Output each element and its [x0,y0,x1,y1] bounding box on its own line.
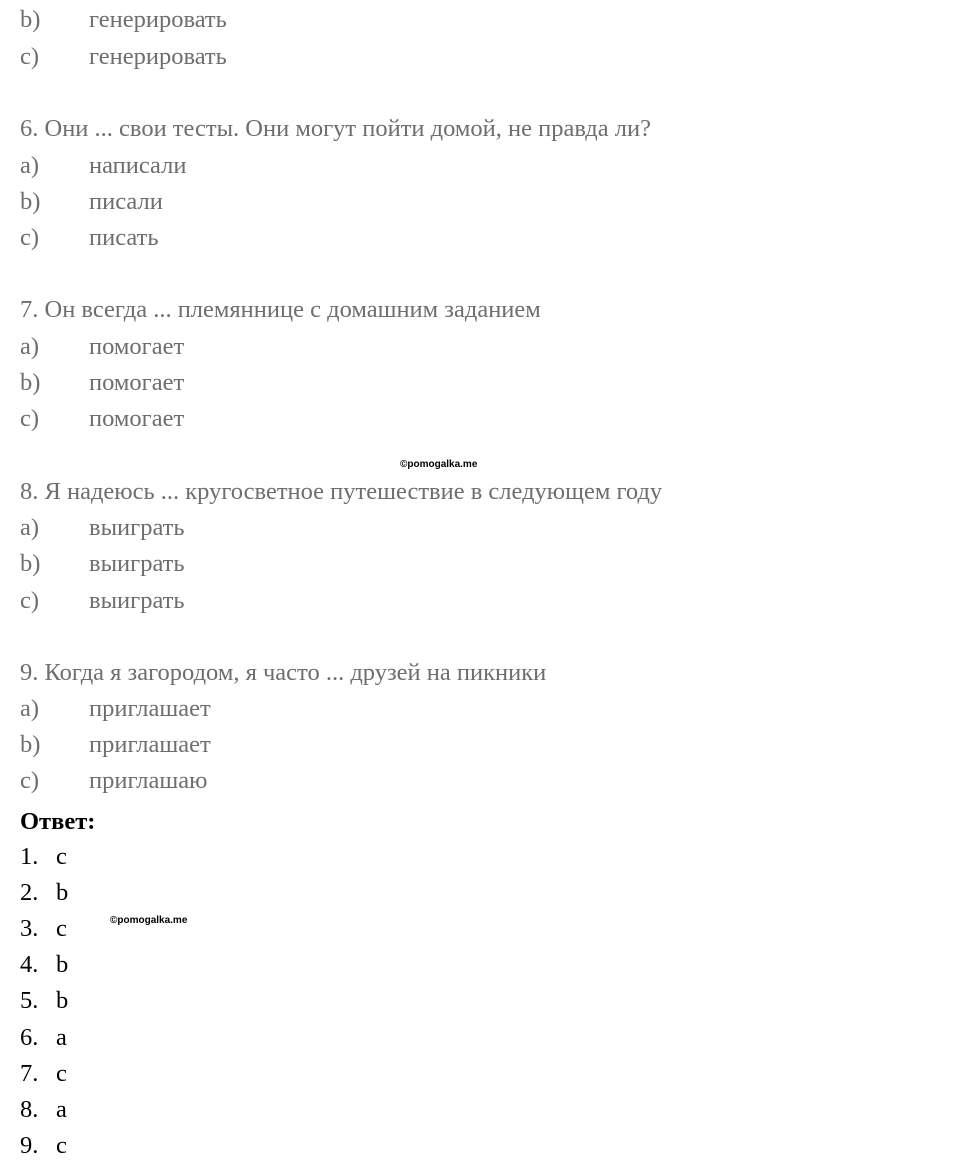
option-letter: a) [20,514,40,541]
question-7-text: 7. Он всегда ... племяннице с домашним заданием [20,296,541,323]
option-letter: b) [20,6,41,33]
option-text: приглашаю [89,767,208,794]
option-letter: c) [20,405,40,432]
option-letter: c) [20,224,40,251]
answer-value: c [56,1132,67,1159]
option-text: помогает [89,405,185,432]
option-text: выиграть [89,514,185,541]
answer-number: 8. [20,1096,39,1123]
answer-number: 7. [20,1060,39,1087]
answer-number: 6. [20,1024,39,1051]
option-letter: b) [20,188,41,215]
option-letter: a) [20,695,40,722]
option-text: писали [89,188,163,215]
watermark: ©pomogalka.me [110,915,188,926]
answer-value: a [56,1096,67,1123]
question-8-text: 8. Я надеюсь ... кругосветное путешествие в следующем году [20,478,663,505]
answer-number: 5. [20,987,39,1014]
option-letter: c) [20,587,40,614]
question-6-text: 6. Они ... свои тесты. Они могут пойти домой, не правда ли? [20,115,651,142]
option-text: написали [89,152,187,179]
answer-number: 3. [20,915,39,942]
question-9-text: 9. Когда я загородом, я часто ... друзей на пикники [20,659,547,686]
option-letter: b) [20,731,41,758]
option-text: писать [89,224,159,251]
answer-value: a [56,1024,67,1051]
option-letter: b) [20,369,41,396]
answer-value: c [56,915,67,942]
option-text: помогает [89,369,185,396]
option-letter: a) [20,333,40,360]
answer-number: 1. [20,843,39,870]
answer-number: 2. [20,879,39,906]
option-text: генерировать [89,43,227,70]
answer-value: b [56,987,69,1014]
option-letter: c) [20,43,40,70]
option-text: выиграть [89,587,185,614]
answer-value: c [56,1060,67,1087]
option-text: приглашает [89,695,211,722]
answer-value: b [56,879,69,906]
answer-value: b [56,951,69,978]
option-text: приглашает [89,731,211,758]
option-text: выиграть [89,550,185,577]
watermark: ©pomogalka.me [400,459,478,470]
option-letter: b) [20,550,41,577]
option-letter: a) [20,152,40,179]
option-letter: c) [20,767,40,794]
answer-number: 9. [20,1132,39,1159]
answer-number: 4. [20,951,39,978]
option-text: помогает [89,333,185,360]
answer-value: c [56,843,67,870]
option-text: генерировать [89,6,227,33]
answer-heading: Ответ: [20,808,96,835]
